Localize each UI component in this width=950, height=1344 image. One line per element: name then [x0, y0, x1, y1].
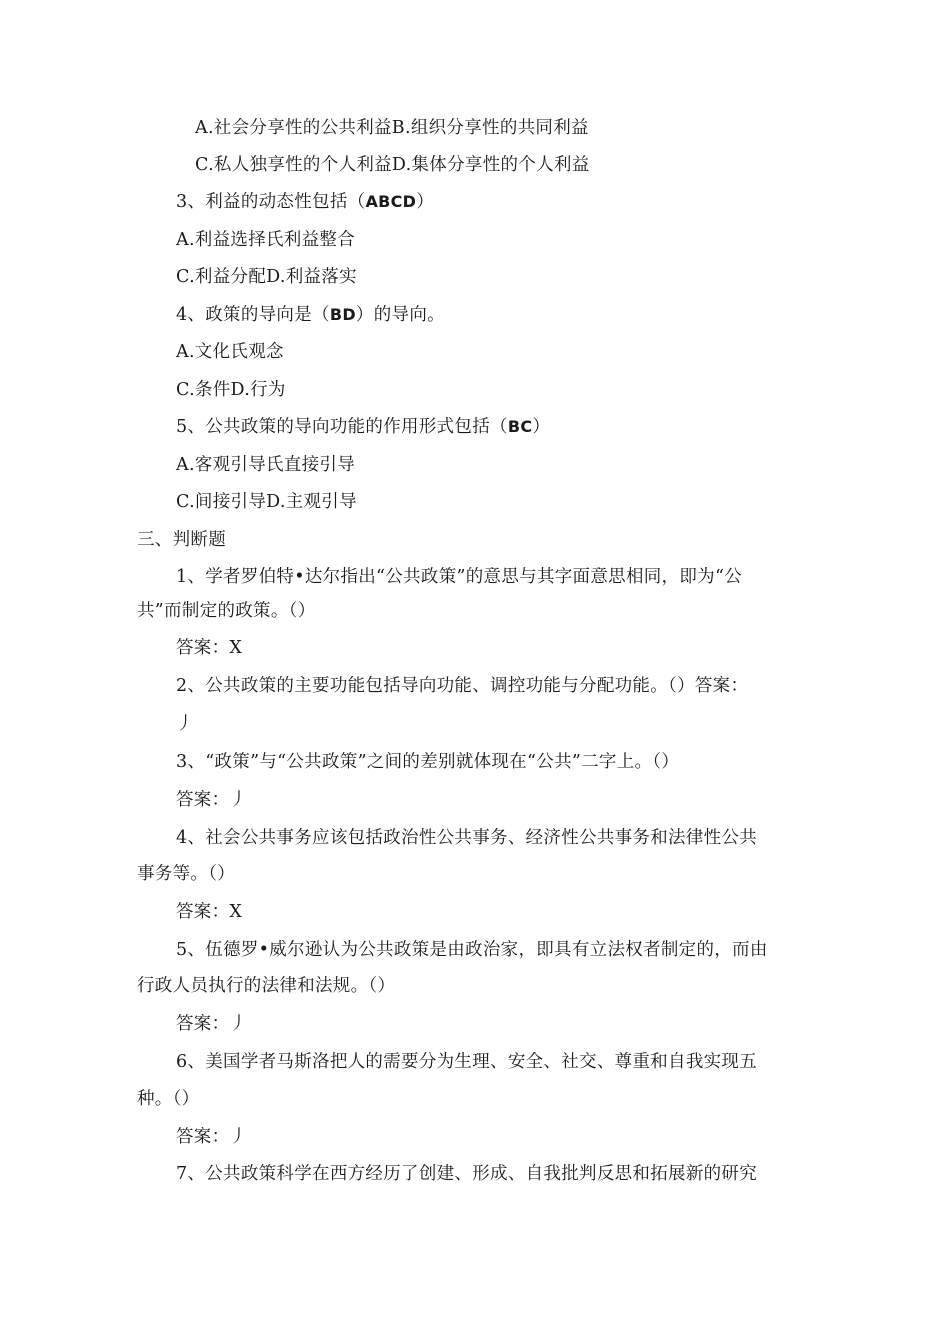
section-heading: 三、判断题 [137, 530, 226, 550]
tf-3-line-1: 3、“政策”与“公共政策”之间的差别就体现在“公共”二字上。（） [176, 752, 680, 772]
tf-5-answer: 答案：丿 [176, 1014, 248, 1034]
question-5-option-cd: C.间接引导D.主观引导 [176, 492, 357, 512]
option-line-cd: C.私人独享性的个人利益D.集体分享性的个人利益 [195, 155, 590, 175]
tf-1-line-2: 共”而制定的政策。（） [137, 601, 316, 621]
question-4-answer: BD [329, 305, 356, 324]
question-5-close: ） [532, 417, 551, 437]
question-5-answer: BC [507, 417, 533, 436]
tf-5-line-1: 5、伍德罗•威尔逊认为公共政策是由政治家，即具有立法权者制定的，而由 [176, 940, 768, 960]
question-4-option-cd: C.条件D.行为 [176, 380, 286, 400]
tf-7-line-1: 7、公共政策科学在西方经历了创建、形成、自我批判反思和拓展新的研究 [176, 1164, 758, 1184]
tf-2-answer-mark: 丿 [176, 714, 194, 734]
question-3-answer: ABCD [365, 192, 417, 211]
tf-5-line-2: 行政人员执行的法律和法规。（） [137, 976, 396, 996]
question-4-text: 4、政策的导向是（ [176, 305, 330, 325]
question-3 [176, 190, 434, 214]
question-3-option-ab: A.利益选择氏利益整合 [176, 230, 355, 250]
tf-1-line-1: 1、学者罗伯特•达尔指出“公共政策”的意思与其字面意思相同，即为“公 [176, 567, 742, 587]
question-3-close: ） [416, 192, 435, 212]
tf-1-answer: 答案：X [176, 638, 243, 658]
tf-6-line-1: 6、美国学者马斯洛把人的需要分为生理、安全、社交、尊重和自我实现五 [176, 1052, 758, 1072]
question-3-text: 3、利益的动态性包括（ [176, 192, 366, 212]
tf-4-answer: 答案：X [176, 902, 243, 922]
question-3-option-cd: C.利益分配D.利益落实 [176, 267, 357, 287]
question-4-option-ab: A.文化氏观念 [176, 342, 284, 362]
tf-4-line-2: 事务等。（） [137, 864, 236, 884]
question-5 [176, 415, 550, 439]
tf-3-answer: 答案：丿 [176, 790, 248, 810]
tf-2-line-1: 2、公共政策的主要功能包括导向功能、调控功能与分配功能。（）答案： [176, 676, 749, 696]
tf-6-line-2: 种。（） [137, 1089, 200, 1109]
question-4-tail: ）的导向。 [355, 305, 445, 325]
question-5-option-ab: A.客观引导氏直接引导 [176, 455, 355, 475]
question-5-text: 5、公共政策的导向功能的作用形式包括（ [176, 417, 508, 437]
tf-6-answer: 答案：丿 [176, 1127, 248, 1147]
tf-4-line-1: 4、社会公共事务应该包括政治性公共事务、经济性公共事务和法律性公共 [176, 828, 758, 848]
question-4 [176, 303, 445, 327]
option-line-ab: A.社会分享性的公共利益B.组织分享性的共同利益 [195, 118, 589, 138]
